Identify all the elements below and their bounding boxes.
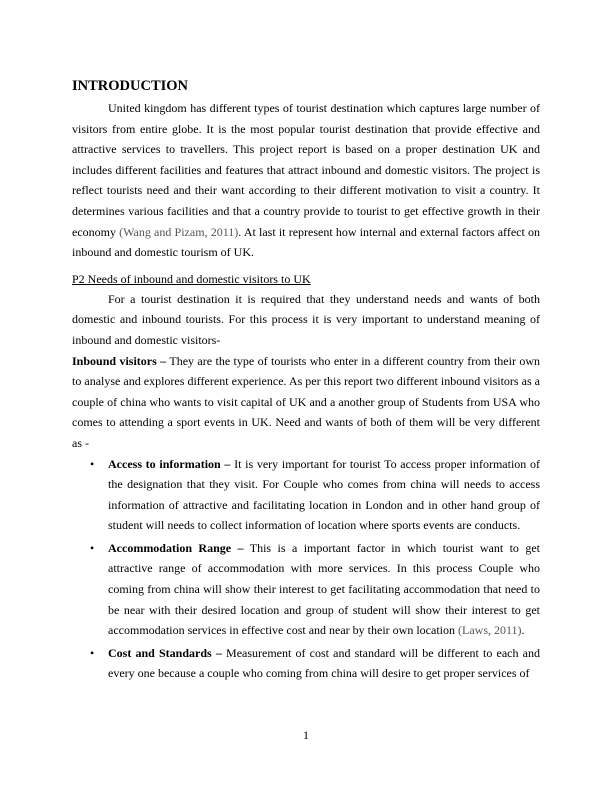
list-item-text: This is a important factor in which tourist want to get attractive range of accommodation with more services. In this process Couple who coming from china will show their interest to get facilitating accommodation that need to be near with their desired location and group of student will show their interest to get accommodation services in effective cost and near by their own location — [108, 540, 541, 638]
intro-paragraph — [72, 98, 540, 263]
list-item-label: Accommodation Range – — [108, 540, 244, 555]
inbound-paragraph — [72, 351, 540, 454]
section-intro-paragraph: For a tourist destination it is required that they understand needs and wants of both domestic and inbound tourists. For this process it is very important to understand meaning of inbound and domestic visitors- — [72, 291, 540, 347]
page-heading: INTRODUCTION — [72, 78, 189, 94]
bullet-icon: • — [90, 540, 95, 555]
list-item — [72, 643, 540, 684]
list-item — [72, 538, 540, 641]
list-item-text-after: . — [521, 623, 525, 638]
section-title: P2 Needs of inbound and domestic visitors to UK — [72, 271, 311, 286]
bullet-icon: • — [90, 645, 95, 660]
bullet-icon: • — [90, 456, 95, 471]
list-item-text: It is very important for tourist To access proper information of the designation that they visit. For Couple who comes from china will needs to access information of attractive and facilitating location in London and in other hand group of student will needs to collect information of location where sports events are conducts. — [108, 456, 540, 533]
document-page — [72, 76, 540, 686]
inbound-text: They are the type of tourists who enter in a different country from their own to analyse and explores different experience. As per this report two different inbound visitors as a couple of china who wants to visit capital of UK and a another group of Students from USA who comes to attending a sport events in UK. Need and wants of both of them will be very different as - — [72, 353, 541, 450]
needs-list — [72, 454, 540, 685]
inbound-label: Inbound visitors – — [72, 353, 167, 368]
list-item — [72, 454, 540, 536]
list-item-text: Measurement of cost and standard will be different to each and every one because a couple who coming from china will desire to get proper services of — [108, 645, 540, 681]
intro-text-after: . At last it represent how internal and external factors affect on inbound and domestic tourism of UK. — [72, 224, 540, 260]
list-item-label: Access to information – — [108, 456, 231, 471]
intro-citation: (Wang and Pizam, 2011) — [119, 224, 239, 239]
list-item-label: Cost and Standards – — [108, 645, 222, 660]
page-number: 1 — [303, 728, 309, 742]
list-item-citation: (Laws, 2011) — [458, 623, 522, 638]
intro-text: United kingdom has different types of tourist destination which captures large number of visitors from entire globe. It is the most popular tourist destination that provide effective and attractive services to travellers. This project report is based on a proper destination UK and includes different facilities and features that attract inbound and domestic visitors. The project is reflect tourists need and their want according to their different motivation to visit a country. It determines various facilities and that a country provide to tourist to get effective growth in their economy — [72, 101, 540, 239]
